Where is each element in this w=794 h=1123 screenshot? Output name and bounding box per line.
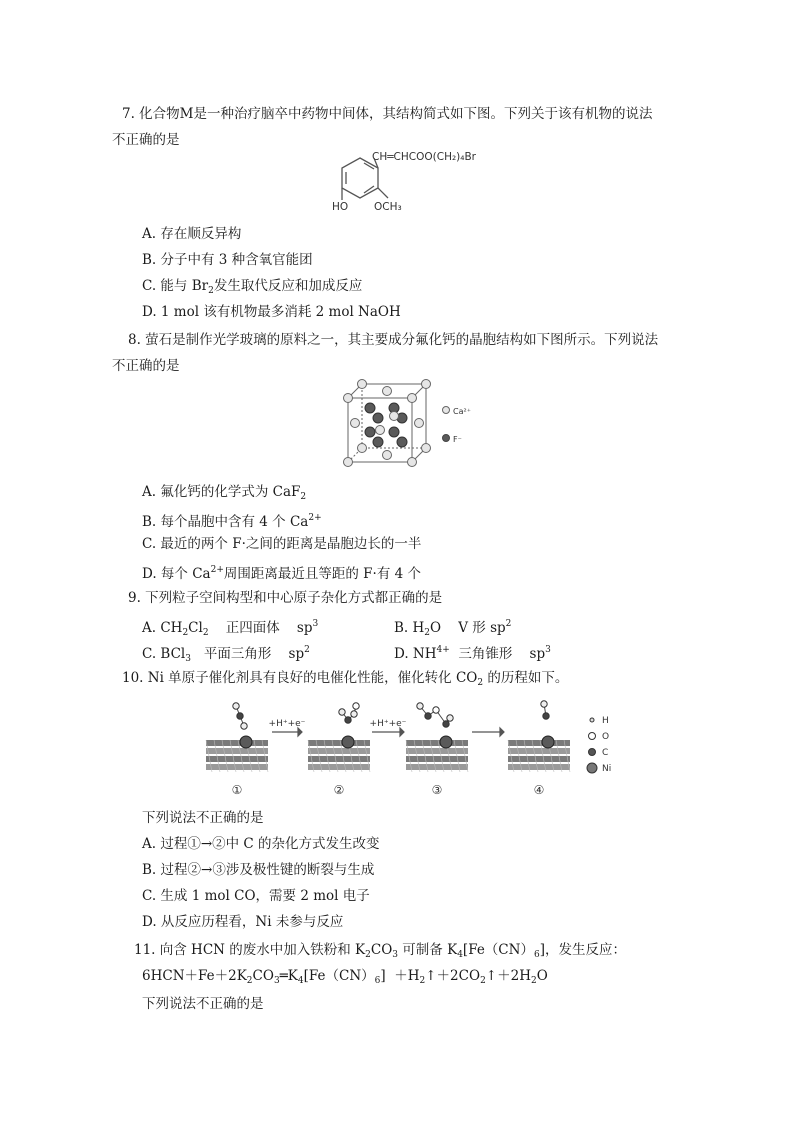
ca-ion-atom xyxy=(344,458,353,467)
adsorbate-molecule-2 xyxy=(339,703,359,723)
chain-label: CH═CHCOO(CH₂)₄Br xyxy=(372,151,476,163)
arrow-head xyxy=(500,728,504,736)
ca-ion-atom xyxy=(344,394,353,403)
q8-option-b: B. 每个晶胞中含有 4 个 $Ca^{2+}$ xyxy=(142,513,322,530)
f-ion-atom xyxy=(373,413,383,423)
q10-option-b: B. 过程②→③涉及极性键的断裂与生成 xyxy=(142,862,375,878)
ni-atom xyxy=(542,736,554,748)
ni-atom xyxy=(240,736,252,748)
q10-lead: 下列说法不正确的是 xyxy=(142,810,264,826)
q8-option-c: C. 最近的两个 F·之间的距离是晶胞边长的一半 xyxy=(142,536,422,552)
benzene-ring xyxy=(342,158,388,200)
q9-option-a: A. $CH_2Cl_2$ 正四面体 $sp^3$ xyxy=(142,619,319,638)
ca-ion-atom xyxy=(422,380,431,389)
legend-label-o: O xyxy=(602,732,610,742)
ni-atom xyxy=(342,736,354,748)
q8-stem-line2: 不正确的是 xyxy=(112,358,180,374)
q9-option-d: D. $NH^{4+}$ 三角锥形 $sp^3$ xyxy=(394,645,551,662)
legend-label-ni: Ni xyxy=(602,764,612,774)
ca-ion-atom xyxy=(383,451,392,460)
ca-ion-atom xyxy=(351,419,360,428)
adsorbate-molecule-3 xyxy=(417,703,453,727)
q7-stem-line1: 7. 化合物M是一种治疗脑卒中药物中间体，其结构简式如下图。下列关于该有机物的说法 xyxy=(122,106,653,122)
ho-label: HO xyxy=(332,201,349,213)
ca-ion-atom xyxy=(422,444,431,453)
ca-ion-atom xyxy=(390,412,399,421)
q10-reaction-pathway-figure xyxy=(200,690,620,802)
arrow-head xyxy=(298,728,302,736)
q7-option-b: B. 分子中有 3 种含氧官能团 xyxy=(142,252,313,268)
q9-stem: 9. 下列粒子空间构型和中心原子杂化方式都正确的是 xyxy=(128,590,443,606)
legend-ca-swatch xyxy=(443,407,450,414)
q10-option-d: D. 从反应历程看，Ni 未参与反应 xyxy=(142,914,344,930)
arrow-head xyxy=(400,728,404,736)
ni-atom xyxy=(440,736,452,748)
q11-lead: 下列说法不正确的是 xyxy=(142,996,264,1012)
legend-swatch-h xyxy=(590,718,594,722)
step-label-3: ③ xyxy=(431,783,443,797)
q10-option-a: A. 过程①→②中 C 的杂化方式发生改变 xyxy=(142,836,380,852)
q7-option-d: D. 1 mol 该有机物最多消耗 2 mol NaOH xyxy=(142,304,401,320)
adsorbate-molecule-4 xyxy=(541,701,549,719)
och3-label: OCH₃ xyxy=(374,201,402,213)
f-ion-atom xyxy=(397,437,407,447)
legend-ca-label: Ca²⁺ xyxy=(453,407,471,416)
q7-stem-line2: 不正确的是 xyxy=(112,132,180,148)
legend-swatch-c xyxy=(589,749,596,756)
q11-equation: $6HCN+Fe+2K_2CO_3═K_4[Fe(CN)_6]$ $+H_2↑+2CO_2↑+2H_2O$ xyxy=(142,968,548,986)
q7-option-a: A. 存在顺反异构 xyxy=(142,226,242,242)
q10-option-c: C. 生成 1 mol CO，需要 2 mol 电子 xyxy=(142,888,370,904)
ca-ion-atom xyxy=(376,426,385,435)
f-ion-atom xyxy=(373,437,383,447)
catalyst-surface-3 xyxy=(406,736,468,772)
f-ion-atom xyxy=(365,403,375,413)
f-ion-atom xyxy=(365,427,375,437)
legend-label-h: H xyxy=(602,716,609,726)
q8-crystal-cell-figure xyxy=(338,378,488,470)
legend-f-swatch xyxy=(443,435,450,442)
catalyst-surface-2 xyxy=(308,736,370,772)
adsorbate-molecule-1 xyxy=(233,703,247,729)
legend-f-label: F⁻ xyxy=(453,435,462,444)
ca-ion-atom xyxy=(408,458,417,467)
q7-option-c: C. 能与 $Br_2$发生取代反应和加成反应 xyxy=(142,278,363,296)
ca-ion-atom xyxy=(358,380,367,389)
q9-option-b: B. $H_2O$ V 形 $sp^2$ xyxy=(394,619,512,638)
ca-ion-atom xyxy=(358,444,367,453)
catalyst-surface-1 xyxy=(206,736,268,772)
step-label-4: ④ xyxy=(533,783,545,797)
arrow-label: +H⁺+e⁻ xyxy=(268,719,306,729)
ca-ion-atom xyxy=(415,419,424,428)
q9-option-c: C. BCl$_3$ 平面三角形 $sp^2$ xyxy=(142,645,310,664)
q8-option-d: D. 每个 $Ca^{2+}$周围距离最近且等距的 F·有 4 个 xyxy=(142,565,422,582)
catalyst-surface-4 xyxy=(508,736,570,772)
ca-ion-atom xyxy=(408,394,417,403)
arrow-label: +H⁺+e⁻ xyxy=(369,719,407,729)
legend-swatch-o xyxy=(589,733,596,740)
q8-stem-line1: 8. 萤石是制作光学玻璃的原料之一，其主要成分氟化钙的晶胞结构如下图所示。下列说法 xyxy=(128,332,659,348)
step-label-2: ② xyxy=(333,783,345,797)
q7-structure-figure xyxy=(328,148,498,214)
q11-stem: 11. 向含 HCN 的废水中加入铁粉和 $K_2CO_3$ 可制备 $K_4[Fe(CN)_6]$，发生反应： xyxy=(134,942,626,960)
legend-swatch-ni xyxy=(587,763,597,773)
q10-stem: 10. Ni 单原子催化剂具有良好的电催化性能，催化转化 $CO_2$ 的历程如下。 xyxy=(122,670,569,688)
ca-ion-atom xyxy=(383,387,392,396)
q8-option-a: A. 氟化钙的化学式为 CaF$_2$ xyxy=(142,484,307,502)
legend-label-c: C xyxy=(602,748,609,758)
f-ion-atom xyxy=(389,427,399,437)
step-label-1: ① xyxy=(231,783,243,797)
